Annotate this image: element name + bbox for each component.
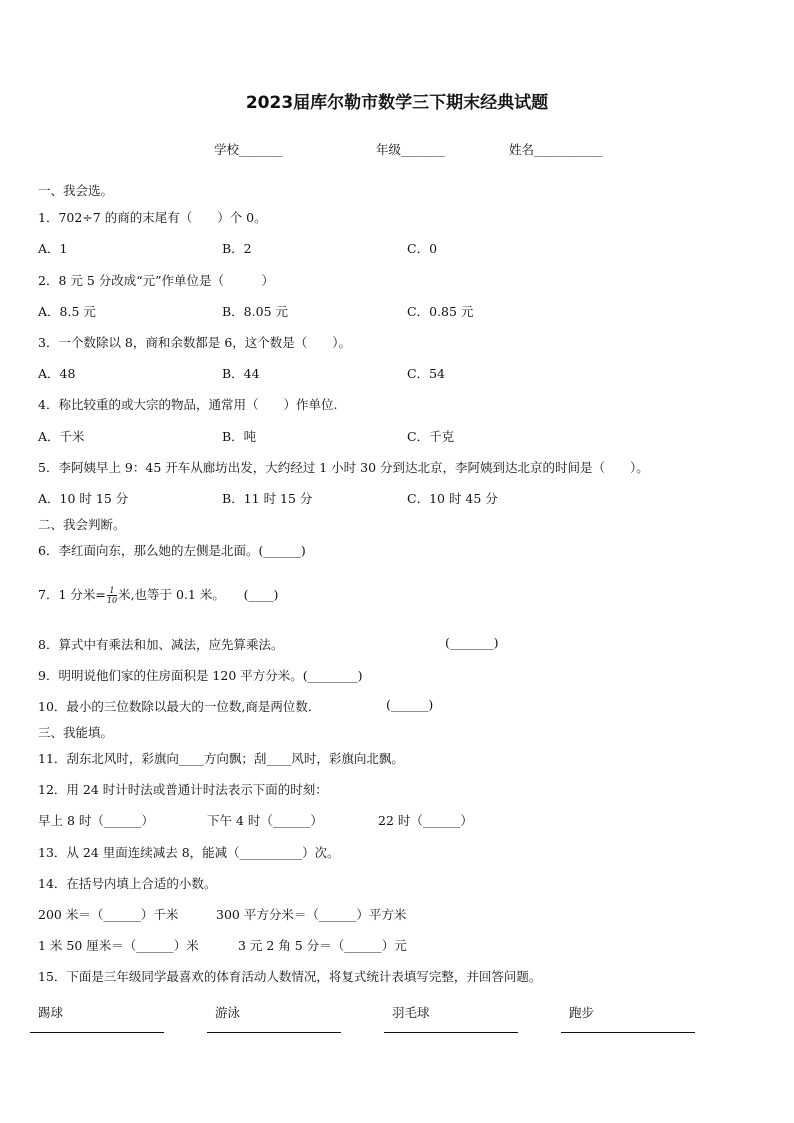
name-field[interactable]: 姓名___________	[509, 142, 603, 157]
sport-column	[561, 1003, 594, 1021]
section-heading-judge: 二、我会判断。	[38, 517, 126, 532]
q1-option-a[interactable]: A．1	[38, 241, 68, 256]
fraction	[107, 586, 117, 605]
sport-underline[interactable]	[561, 1032, 695, 1033]
fraction-denominator: 10	[106, 596, 118, 605]
question-13: 13．从 24 里面连续减去 8，能减（__________）次。	[38, 845, 340, 860]
question-10: 10．最小的三位数除以最大的一位数,商是两位数．	[38, 699, 321, 714]
q3-option-c[interactable]: C．54	[407, 366, 445, 381]
fraction-numerator: 1	[107, 586, 117, 596]
question-9: 9．明明说他们家的住房面积是 120 平方分米。(________)	[38, 668, 363, 683]
question-3: 3．一个数除以 8，商和余数都是 6，这个数是（ ）。	[38, 335, 352, 350]
school-field[interactable]: 学校_______	[214, 142, 283, 157]
q3-option-b[interactable]: B．44	[222, 366, 260, 381]
sports-table-header	[0, 1003, 794, 1037]
q12-part-3[interactable]: 22 时（______）	[378, 813, 473, 828]
sport-label: 踢球	[38, 1005, 64, 1020]
grade-field[interactable]: 年级_______	[376, 142, 445, 157]
q2-option-a[interactable]: A．8.5 元	[38, 304, 96, 319]
sport-column	[384, 1003, 430, 1021]
q7-text-after: 米,也等于 0.1 米。 (____)	[118, 587, 279, 602]
q5-option-c[interactable]: C．10 时 45 分	[407, 491, 498, 506]
question-12: 12．用 24 时计时法或普通计时法表示下面的时刻：	[38, 782, 328, 797]
q4-option-a[interactable]: A．千米	[38, 429, 85, 444]
q14-part-4[interactable]: 3 元 2 角 5 分＝（______）元	[238, 938, 407, 953]
question-8: 8．算式中有乘法和加、减法，应先算乘法。	[38, 637, 284, 652]
q14-part-2[interactable]: 300 平方分米＝（______）平方米	[216, 907, 407, 922]
sport-underline[interactable]	[30, 1032, 164, 1033]
question-14: 14．在括号内填上合适的小数。	[38, 876, 217, 891]
sport-underline[interactable]	[207, 1032, 341, 1033]
sport-column	[30, 1003, 63, 1021]
question-4: 4．称比较重的或大宗的物品，通常用（ ）作单位.	[38, 397, 338, 412]
page-title: 2023届库尔勒市数学三下期末经典试题	[245, 93, 549, 113]
q2-option-b[interactable]: B．8.05 元	[222, 304, 288, 319]
q14-part-1[interactable]: 200 米＝（______）千米	[38, 907, 179, 922]
q4-option-b[interactable]: B．吨	[222, 429, 257, 444]
question-2: 2．8 元 5 分改成“元”作单位是（ ）	[38, 273, 275, 288]
question-5: 5．李阿姨早上 9：45 开车从廊坊出发，大约经过 1 小时 30 分到达北京，李阿姨到达北京的时间是（ ）。	[38, 460, 649, 475]
q5-option-b[interactable]: B．11 时 15 分	[222, 491, 313, 506]
q5-option-a[interactable]: A．10 时 15 分	[38, 491, 129, 506]
question-6: 6．李红面向东，那么她的左侧是北面。(______)	[38, 543, 306, 558]
sport-underline[interactable]	[384, 1032, 518, 1033]
section-heading-fill: 三、我能填。	[38, 725, 114, 740]
q12-part-1[interactable]: 早上 8 时（______）	[38, 813, 154, 828]
sport-label: 羽毛球	[392, 1005, 430, 1020]
q4-option-c[interactable]: C．千克	[407, 429, 455, 444]
sport-label: 跑步	[569, 1005, 595, 1020]
student-info	[0, 140, 794, 160]
question-7	[38, 585, 278, 605]
q12-part-2[interactable]: 下午 4 时（______）	[207, 813, 323, 828]
question-11: 11．刮东北风时，彩旗向____方向飘；刮____风时，彩旗向北飘。	[38, 751, 404, 766]
q14-part-3[interactable]: 1 米 50 厘米＝（______）米	[38, 938, 199, 953]
sport-column	[207, 1003, 240, 1021]
q2-option-c[interactable]: C．0.85 元	[407, 304, 474, 319]
q7-text-before: 7．1 分米=	[38, 587, 106, 602]
question-15: 15．下面是三年级同学最喜欢的体育活动人数情况，将复式统计表填写完整，并回答问题。	[38, 969, 542, 984]
q1-option-c[interactable]: C．0	[407, 241, 438, 256]
q3-option-a[interactable]: A．48	[38, 366, 76, 381]
q8-answer-blank[interactable]: (_______)	[445, 635, 499, 650]
sport-label: 游泳	[215, 1005, 241, 1020]
section-heading-choice: 一、我会选。	[38, 183, 114, 198]
q1-option-b[interactable]: B．2	[222, 241, 252, 256]
q10-answer-blank[interactable]: (______)	[386, 697, 434, 712]
question-1: 1．702÷7 的商的末尾有（ ）个 0。	[38, 210, 267, 225]
